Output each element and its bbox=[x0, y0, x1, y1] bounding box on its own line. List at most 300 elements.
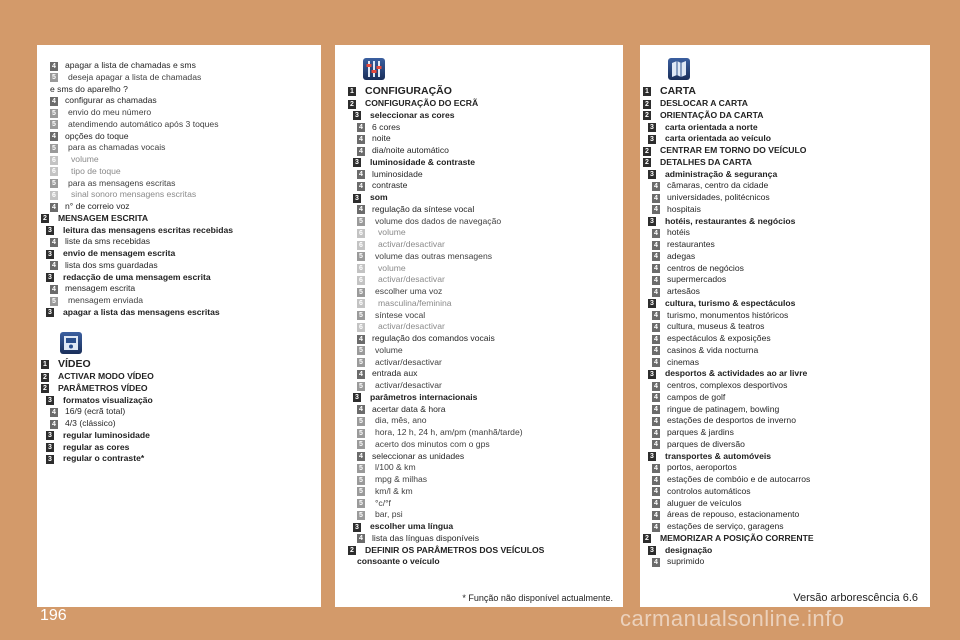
level-badge: 6 bbox=[357, 264, 365, 273]
menu-item-level-5 bbox=[335, 474, 623, 486]
level-badge: 2 bbox=[643, 534, 651, 543]
menu-item-label: administração & segurança bbox=[665, 168, 778, 179]
level-badge: 4 bbox=[357, 147, 365, 156]
level-badge: 4 bbox=[652, 241, 660, 250]
level-badge: 2 bbox=[41, 214, 49, 223]
menu-item-label: leitura das mensagens escritas recebidas bbox=[63, 224, 234, 235]
level-badge: 4 bbox=[652, 323, 660, 332]
menu-item-label: CARTA bbox=[660, 85, 696, 97]
level-badge: 4 bbox=[50, 261, 58, 270]
menu-item-level-4 bbox=[640, 274, 930, 286]
menu-item-label: DESLOCAR A CARTA bbox=[660, 98, 749, 108]
menu-item-label: universidades, politécnicos bbox=[667, 192, 770, 202]
menu-item-level-4 bbox=[37, 418, 321, 430]
menu-item-level-6 bbox=[37, 154, 321, 166]
menu-item-level-4 bbox=[640, 392, 930, 404]
menu-item-level-5 bbox=[335, 439, 623, 451]
menu-item-level-3 bbox=[37, 442, 321, 454]
menu-item-label: 4/3 (clássico) bbox=[65, 418, 116, 428]
level-badge: 3 bbox=[353, 111, 361, 120]
menu-item-label: parâmetros internacionais bbox=[370, 391, 478, 402]
menu-item-label: mensagem enviada bbox=[68, 295, 144, 305]
footer-version: Versão arborescência 6.6 bbox=[793, 592, 918, 604]
menu-item-level-3 bbox=[335, 110, 623, 122]
menu-item-level-5 bbox=[37, 142, 321, 154]
menu-item-label: supermercados bbox=[667, 274, 727, 285]
level-badge: 5 bbox=[357, 358, 365, 367]
menu-item-label: mensagem escrita bbox=[65, 283, 136, 294]
menu-item-level-6 bbox=[37, 189, 321, 201]
level-badge: 3 bbox=[648, 370, 656, 379]
menu-item-label: áreas de repouso, estacionamento bbox=[667, 509, 800, 520]
level-badge: 6 bbox=[357, 241, 365, 250]
menu-item-level-4 bbox=[640, 286, 930, 298]
level-badge: 4 bbox=[652, 205, 660, 214]
menu-item-level-2 bbox=[37, 371, 321, 383]
menu-item-level-4 bbox=[640, 310, 930, 322]
menu-item-level-2 bbox=[640, 110, 930, 122]
menu-item-level-4 bbox=[640, 474, 930, 486]
menu-item-level-4 bbox=[640, 345, 930, 357]
menu-item-label: hotéis, restaurantes & negócios bbox=[665, 215, 796, 226]
menu-item-label: centros, complexos desportivos bbox=[667, 380, 788, 390]
level-badge: 2 bbox=[643, 100, 651, 109]
menu-item-level-3 bbox=[335, 157, 623, 169]
menu-item-level-3 bbox=[640, 133, 930, 145]
menu-item-level-4 bbox=[335, 169, 623, 181]
level-badge: 3 bbox=[648, 299, 656, 308]
menu-item-label: entrada aux bbox=[372, 368, 418, 379]
menu-item-level-1 bbox=[335, 84, 623, 98]
menu-item-level-2 bbox=[640, 157, 930, 169]
menu-item-level-4 bbox=[640, 427, 930, 439]
menu-item-label: desportos & actividades ao ar livre bbox=[665, 368, 808, 379]
menu-item-level-5 bbox=[335, 427, 623, 439]
menu-item-level-2 bbox=[37, 383, 321, 395]
menu-item-level-3 bbox=[335, 392, 623, 404]
menu-item-label: volume das outras mensagens bbox=[375, 250, 493, 261]
level-badge: 2 bbox=[643, 147, 651, 156]
menu-item-level-5 bbox=[335, 462, 623, 474]
level-badge: 3 bbox=[648, 217, 656, 226]
menu-item-level-5 bbox=[37, 295, 321, 307]
level-badge: 4 bbox=[652, 311, 660, 320]
menu-item-label: redacção de uma mensagem escrita bbox=[63, 271, 211, 282]
menu-item-level-0 bbox=[37, 84, 321, 96]
menu-item-level-3 bbox=[37, 225, 321, 237]
level-badge: 5 bbox=[50, 179, 58, 188]
menu-item-label: lista dos sms guardadas bbox=[65, 259, 158, 270]
video-menu-tree bbox=[37, 357, 321, 465]
menu-item-level-3 bbox=[37, 395, 321, 407]
menu-item-level-3 bbox=[640, 451, 930, 463]
level-badge: 4 bbox=[652, 182, 660, 191]
menu-item-label: CONFIGURAÇÃO DO ECRÃ bbox=[365, 98, 479, 108]
level-badge: 4 bbox=[50, 97, 58, 106]
menu-item-label: envio de mensagem escrita bbox=[63, 248, 176, 258]
menu-item-label: hora, 12 h, 24 h, am/pm (manhã/tarde) bbox=[375, 427, 523, 437]
level-badge: 4 bbox=[652, 499, 660, 508]
menu-item-label: luminosidade & contraste bbox=[370, 156, 476, 167]
menu-item-label: regulação da síntese vocal bbox=[372, 203, 475, 214]
level-badge: 5 bbox=[357, 464, 365, 473]
menu-item-level-5 bbox=[335, 415, 623, 427]
menu-item-level-4 bbox=[335, 133, 623, 145]
menu-item-level-4 bbox=[640, 404, 930, 416]
menu-item-level-4 bbox=[640, 521, 930, 533]
menu-item-level-4 bbox=[335, 145, 623, 157]
menu-item-level-6 bbox=[335, 298, 623, 310]
menu-item-level-3 bbox=[37, 430, 321, 442]
menu-item-level-1 bbox=[37, 357, 321, 371]
level-badge: 3 bbox=[46, 396, 54, 405]
level-badge: 1 bbox=[348, 87, 356, 96]
menu-item-level-2 bbox=[335, 98, 623, 110]
menu-item-level-3 bbox=[335, 521, 623, 533]
level-badge: 4 bbox=[357, 182, 365, 191]
menu-item-level-3 bbox=[37, 453, 321, 465]
menu-item-label: acerto dos minutos com o gps bbox=[375, 438, 490, 449]
settings-sliders-icon bbox=[363, 58, 385, 80]
level-badge: 3 bbox=[648, 452, 656, 461]
level-badge: 3 bbox=[46, 455, 54, 464]
menu-item-level-6 bbox=[335, 263, 623, 275]
menu-item-level-4 bbox=[640, 556, 930, 568]
menu-item-level-4 bbox=[640, 251, 930, 263]
menu-item-level-5 bbox=[335, 345, 623, 357]
menu-item-label: apagar a lista de chamadas e sms bbox=[65, 60, 196, 70]
menu-item-level-4 bbox=[37, 406, 321, 418]
menu-item-level-4 bbox=[640, 439, 930, 451]
menu-item-level-4 bbox=[640, 180, 930, 192]
menu-item-label: MENSAGEM ESCRITA bbox=[58, 212, 149, 223]
level-badge: 3 bbox=[46, 273, 54, 282]
level-badge: 4 bbox=[652, 558, 660, 567]
right-column-panel bbox=[640, 45, 930, 607]
level-badge: 5 bbox=[50, 297, 58, 306]
level-badge: 4 bbox=[652, 229, 660, 238]
menu-item-level-6 bbox=[335, 274, 623, 286]
menu-item-label: portos, aeroportos bbox=[667, 462, 737, 473]
menu-item-label: noite bbox=[372, 133, 391, 144]
menu-item-level-4 bbox=[640, 415, 930, 427]
level-badge: 3 bbox=[46, 308, 54, 317]
menu-item-level-4 bbox=[640, 204, 930, 216]
level-badge: 4 bbox=[652, 382, 660, 391]
level-badge: 5 bbox=[357, 217, 365, 226]
menu-item-label: dia/noite automático bbox=[372, 145, 449, 155]
menu-item-level-2 bbox=[37, 213, 321, 225]
menu-item-label: espectáculos & exposições bbox=[667, 333, 771, 343]
menu-item-level-4 bbox=[640, 486, 930, 498]
left-column-panel bbox=[37, 45, 321, 607]
menu-item-label: estações de serviço, garagens bbox=[667, 521, 784, 531]
level-badge: 4 bbox=[357, 405, 365, 414]
level-badge: 3 bbox=[46, 443, 54, 452]
level-badge: 4 bbox=[50, 238, 58, 247]
menu-item-label: síntese vocal bbox=[375, 309, 426, 320]
menu-item-label: lista das línguas disponíveis bbox=[372, 532, 480, 543]
level-badge: 5 bbox=[50, 144, 58, 153]
level-badge: 1 bbox=[41, 360, 49, 369]
menu-item-label: parques de diversão bbox=[667, 438, 745, 449]
menu-item-label: contraste bbox=[372, 180, 408, 191]
menu-item-level-3 bbox=[640, 545, 930, 557]
level-badge: 6 bbox=[357, 276, 365, 285]
menu-item-label: activar/desactivar bbox=[378, 274, 445, 285]
menu-item-level-6 bbox=[37, 166, 321, 178]
menu-item-label: CONFIGURAÇÃO bbox=[365, 85, 452, 97]
menu-item-level-3 bbox=[640, 368, 930, 380]
menu-item-level-4 bbox=[335, 180, 623, 192]
map-menu-tree bbox=[640, 84, 930, 568]
menu-item-level-4 bbox=[37, 236, 321, 248]
menu-item-level-4 bbox=[37, 260, 321, 272]
level-badge: 3 bbox=[353, 523, 361, 532]
menu-item-level-4 bbox=[335, 404, 623, 416]
menu-item-label: volume bbox=[378, 262, 406, 273]
menu-item-label: mpg & milhas bbox=[375, 474, 428, 484]
menu-item-label: PARÂMETROS VÍDEO bbox=[58, 382, 148, 393]
level-badge: 4 bbox=[357, 170, 365, 179]
menu-item-level-5 bbox=[335, 286, 623, 298]
menu-item-label: artesãos bbox=[667, 286, 700, 296]
menu-item-label: seleccionar as unidades bbox=[372, 450, 465, 461]
level-badge: 4 bbox=[357, 135, 365, 144]
menu-item-label: cinemas bbox=[667, 356, 699, 367]
level-badge: 5 bbox=[50, 120, 58, 129]
menu-item-level-5 bbox=[335, 251, 623, 263]
menu-item-label: restaurantes bbox=[667, 239, 715, 249]
level-badge: 2 bbox=[643, 158, 651, 167]
level-badge: 2 bbox=[41, 373, 49, 382]
menu-item-level-4 bbox=[37, 131, 321, 143]
level-badge: 4 bbox=[652, 264, 660, 273]
menu-item-level-4 bbox=[335, 368, 623, 380]
level-badge: 4 bbox=[357, 534, 365, 543]
menu-item-label: km/l & km bbox=[375, 485, 413, 496]
configuration-menu-tree bbox=[335, 84, 623, 568]
menu-item-level-4 bbox=[37, 201, 321, 213]
level-badge: 1 bbox=[643, 87, 651, 96]
level-badge: 3 bbox=[46, 431, 54, 440]
menu-item-label: para as chamadas vocais bbox=[68, 142, 166, 153]
level-badge: 5 bbox=[357, 382, 365, 391]
menu-item-label: parques & jardins bbox=[667, 427, 734, 437]
level-badge: 5 bbox=[357, 487, 365, 496]
menu-item-level-4 bbox=[37, 60, 321, 72]
level-badge: 3 bbox=[353, 393, 361, 402]
menu-item-label: DEFINIR OS PARÂMETROS DOS VEÍCULOS bbox=[365, 544, 545, 555]
menu-item-level-3 bbox=[640, 216, 930, 228]
level-badge: 6 bbox=[357, 323, 365, 332]
level-badge: 3 bbox=[46, 226, 54, 235]
menu-item-level-2 bbox=[640, 145, 930, 157]
level-badge: 5 bbox=[50, 109, 58, 118]
level-badge: 4 bbox=[652, 346, 660, 355]
menu-item-level-1 bbox=[640, 84, 930, 98]
menu-item-level-4 bbox=[335, 204, 623, 216]
menu-item-label: regulação dos comandos vocais bbox=[372, 333, 495, 343]
menu-item-label: carta orientada a norte bbox=[665, 121, 758, 132]
level-badge: 4 bbox=[652, 358, 660, 367]
menu-item-label: masculina/feminina bbox=[378, 297, 452, 308]
menu-item-level-5 bbox=[335, 498, 623, 510]
menu-item-label: carta orientada ao veículo bbox=[665, 133, 772, 144]
level-badge: 5 bbox=[50, 73, 58, 82]
menu-item-level-4 bbox=[640, 239, 930, 251]
menu-item-label: n° de correio voz bbox=[65, 201, 130, 211]
menu-item-level-2 bbox=[640, 533, 930, 545]
menu-item-label: turismo, monumentos históricos bbox=[667, 309, 789, 320]
menu-item-label: DETALHES DA CARTA bbox=[660, 156, 752, 167]
menu-item-level-2 bbox=[640, 98, 930, 110]
level-badge: 4 bbox=[357, 123, 365, 132]
level-badge: 4 bbox=[652, 393, 660, 402]
watermark: carmanualsonline.info bbox=[620, 606, 845, 631]
menu-item-level-3 bbox=[640, 169, 930, 181]
level-badge: 5 bbox=[357, 252, 365, 261]
level-badge: 4 bbox=[652, 252, 660, 261]
menu-item-level-6 bbox=[335, 321, 623, 333]
menu-item-label: dia, mês, ano bbox=[375, 415, 427, 426]
menu-item-level-5 bbox=[335, 509, 623, 521]
menu-item-label: regular o contraste* bbox=[63, 453, 145, 464]
menu-item-label: ringue de patinagem, bowling bbox=[667, 403, 780, 414]
level-badge: 5 bbox=[357, 288, 365, 297]
menu-item-level-5 bbox=[335, 357, 623, 369]
level-badge: 5 bbox=[357, 429, 365, 438]
level-badge: 4 bbox=[652, 288, 660, 297]
menu-item-label: designação bbox=[665, 544, 713, 555]
level-badge: 2 bbox=[348, 546, 356, 555]
level-badge: 3 bbox=[648, 123, 656, 132]
level-badge: 6 bbox=[357, 229, 365, 238]
menu-item-label: activar/desactivar bbox=[378, 321, 445, 332]
menu-item-label: câmaras, centro da cidade bbox=[667, 180, 769, 191]
menu-item-label: regular luminosidade bbox=[63, 429, 150, 440]
level-badge: 5 bbox=[357, 440, 365, 449]
menu-item-level-4 bbox=[335, 333, 623, 345]
video-disc-icon bbox=[60, 332, 82, 354]
level-badge: 4 bbox=[652, 511, 660, 520]
menu-item-label: MEMORIZAR A POSIÇÃO CORRENTE bbox=[660, 532, 814, 543]
level-badge: 4 bbox=[50, 408, 58, 417]
menu-item-level-4 bbox=[37, 283, 321, 295]
menu-item-label: opções do toque bbox=[65, 130, 129, 141]
level-badge: 4 bbox=[50, 285, 58, 294]
level-badge: 5 bbox=[357, 311, 365, 320]
menu-item-label: casinos & vida nocturna bbox=[667, 344, 759, 355]
menu-item-label: acertar data & hora bbox=[372, 403, 446, 414]
menu-item-label: cultura, museus & teatros bbox=[667, 321, 765, 332]
menu-item-label: ACTIVAR MODO VÍDEO bbox=[58, 371, 154, 381]
level-badge: 4 bbox=[652, 476, 660, 485]
menu-item-level-5 bbox=[37, 178, 321, 190]
menu-item-level-3 bbox=[37, 307, 321, 319]
menu-item-level-4 bbox=[640, 333, 930, 345]
level-badge: 2 bbox=[643, 111, 651, 120]
menu-item-level-5 bbox=[335, 310, 623, 322]
menu-item-label: hotéis bbox=[667, 227, 690, 238]
level-badge: 3 bbox=[648, 170, 656, 179]
menu-item-label: aluguer de veículos bbox=[667, 497, 742, 508]
menu-item-label: centros de negócios bbox=[667, 262, 744, 273]
level-badge: 4 bbox=[357, 370, 365, 379]
level-badge: 4 bbox=[652, 276, 660, 285]
menu-item-label: transportes & automóveis bbox=[665, 450, 772, 461]
menu-item-label: campos de golf bbox=[667, 391, 726, 402]
menu-item-label: luminosidade bbox=[372, 168, 423, 179]
level-badge: 3 bbox=[648, 135, 656, 144]
menu-item-label: escolher uma língua bbox=[370, 521, 454, 531]
level-badge: 4 bbox=[357, 335, 365, 344]
menu-item-label: 6 cores bbox=[372, 121, 401, 132]
menu-item-level-4 bbox=[640, 192, 930, 204]
menu-item-label: suprimido bbox=[667, 556, 705, 567]
menu-item-level-5 bbox=[335, 216, 623, 228]
menu-item-level-2 bbox=[335, 545, 623, 557]
menu-item-label: consoante o veículo bbox=[357, 556, 440, 567]
menu-item-level-3 bbox=[37, 272, 321, 284]
menu-item-level-6 bbox=[335, 239, 623, 251]
menu-item-label: CENTRAR EM TORNO DO VEÍCULO bbox=[660, 145, 807, 155]
menu-item-level-3 bbox=[640, 298, 930, 310]
menu-item-label: activar/desactivar bbox=[375, 356, 442, 367]
level-badge: 4 bbox=[50, 420, 58, 429]
level-badge: 5 bbox=[357, 417, 365, 426]
level-badge: 4 bbox=[50, 203, 58, 212]
menu-item-level-4 bbox=[640, 263, 930, 275]
menu-item-level-5 bbox=[37, 107, 321, 119]
menu-item-label: sinal sonoro mensagens escritas bbox=[71, 189, 197, 200]
menu-item-level-3 bbox=[335, 192, 623, 204]
menu-item-label: hospitais bbox=[667, 203, 701, 214]
level-badge: 4 bbox=[357, 452, 365, 461]
menu-item-level-3 bbox=[37, 248, 321, 260]
level-badge: 4 bbox=[652, 523, 660, 532]
level-badge: 3 bbox=[648, 546, 656, 555]
menu-item-label: configurar as chamadas bbox=[65, 95, 157, 106]
menu-item-level-3 bbox=[640, 122, 930, 134]
level-badge: 6 bbox=[50, 191, 58, 200]
menu-item-label: deseja apagar a lista de chamadas bbox=[68, 71, 202, 82]
menu-item-label: l/100 & km bbox=[375, 462, 416, 473]
menu-item-label: °c/°f bbox=[375, 497, 391, 508]
level-badge: 4 bbox=[50, 132, 58, 141]
level-badge: 6 bbox=[357, 299, 365, 308]
footer-note: * Função não disponível actualmente. bbox=[462, 593, 613, 603]
menu-item-label: activar/desactivar bbox=[375, 380, 442, 390]
menu-item-level-0 bbox=[335, 556, 623, 568]
level-badge: 4 bbox=[652, 429, 660, 438]
level-badge: 2 bbox=[41, 384, 49, 393]
menu-item-level-4 bbox=[335, 533, 623, 545]
menu-item-label: escolher uma voz bbox=[375, 286, 443, 296]
menu-item-level-4 bbox=[640, 509, 930, 521]
menu-item-label: volume bbox=[378, 227, 406, 238]
menu-item-level-4 bbox=[640, 357, 930, 369]
footer-note-box bbox=[335, 590, 623, 607]
level-badge: 4 bbox=[652, 417, 660, 426]
menu-item-label: som bbox=[370, 192, 388, 202]
level-badge: 6 bbox=[50, 156, 58, 165]
menu-item-label: tipo de toque bbox=[71, 165, 121, 176]
menu-item-label: VÍDEO bbox=[58, 358, 91, 370]
menu-item-level-4 bbox=[640, 462, 930, 474]
menu-item-level-5 bbox=[37, 72, 321, 84]
menu-item-level-4 bbox=[37, 95, 321, 107]
